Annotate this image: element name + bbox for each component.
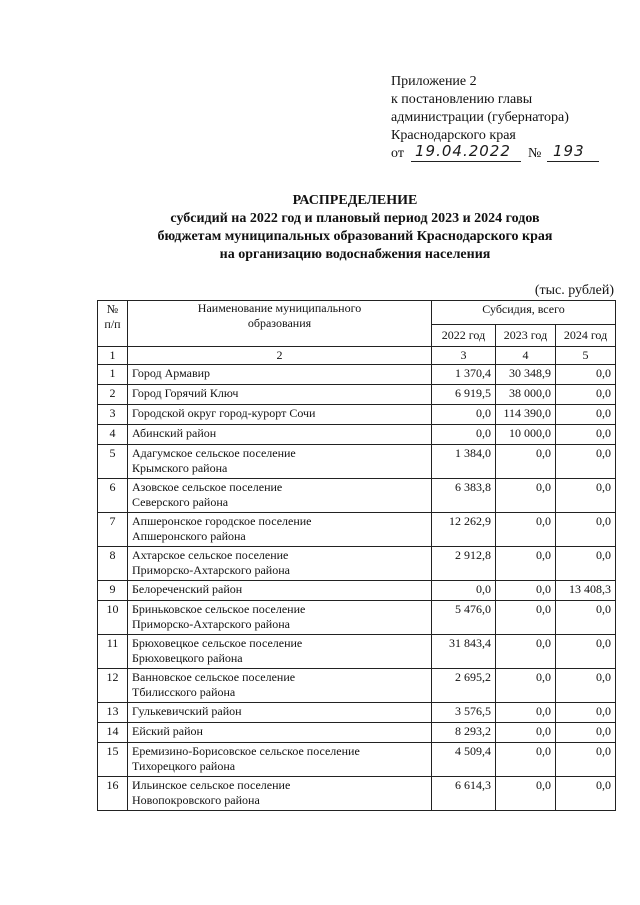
table-row — [98, 601, 616, 635]
table-row — [98, 445, 616, 479]
units-label: (тыс. рублей) — [534, 283, 614, 298]
value-2022: 31 843,4 — [432, 635, 496, 669]
table-row — [98, 547, 616, 581]
table-row — [98, 743, 616, 777]
value-2024: 0,0 — [556, 635, 616, 669]
value-2023: 0,0 — [496, 723, 556, 743]
handwritten-date: 19.04.2022 — [415, 142, 511, 160]
row-name-line-2: Приморско-Ахтарского района — [132, 617, 290, 631]
row-name-line-1: Город Армавир — [132, 366, 211, 380]
value-2022: 4 509,4 — [432, 743, 496, 777]
row-name-line-2: Новопокровского района — [132, 793, 260, 807]
table-row — [98, 723, 616, 743]
column-number: 3 — [432, 347, 496, 365]
row-number: 12 — [98, 669, 128, 703]
date-number-line — [391, 142, 631, 163]
row-name — [128, 669, 432, 703]
value-2022: 1 370,4 — [432, 365, 496, 385]
value-2023: 0,0 — [496, 547, 556, 581]
row-number: 16 — [98, 777, 128, 811]
value-2024: 0,0 — [556, 743, 616, 777]
row-name-line-1: Белореченский район — [132, 582, 243, 596]
table-row — [98, 365, 616, 385]
number-prefix: № — [528, 146, 542, 161]
row-name — [128, 405, 432, 425]
row-name — [128, 581, 432, 601]
value-2024: 0,0 — [556, 777, 616, 811]
row-name-line-1: Городской округ город-курорт Сочи — [132, 406, 316, 420]
appendix-line-1: Приложение 2 — [391, 74, 477, 89]
row-number: 1 — [98, 365, 128, 385]
title-line-4: на организацию водоснабжения населения — [219, 247, 491, 262]
row-number: 6 — [98, 479, 128, 513]
row-name-line-1: Брюховецкое сельское поселение — [132, 636, 303, 650]
row-name — [128, 743, 432, 777]
value-2023: 38 000,0 — [496, 385, 556, 405]
value-2022: 6 614,3 — [432, 777, 496, 811]
value-2023: 30 348,9 — [496, 365, 556, 385]
row-name-line-1: Ильинское сельское поселение — [132, 778, 291, 792]
row-number: 9 — [98, 581, 128, 601]
column-number-row — [98, 347, 616, 365]
value-2024: 0,0 — [556, 405, 616, 425]
title-line-2: субсидий на 2022 год и плановый период 2023 и 2024 годов — [170, 211, 540, 226]
table-row — [98, 703, 616, 723]
header-2022: 2022 год — [432, 325, 496, 347]
row-name — [128, 445, 432, 479]
value-2023: 0,0 — [496, 777, 556, 811]
row-name — [128, 723, 432, 743]
value-2022: 3 576,5 — [432, 703, 496, 723]
table-row — [98, 777, 616, 811]
value-2024: 13 408,3 — [556, 581, 616, 601]
row-name — [128, 425, 432, 445]
value-2022: 1 384,0 — [432, 445, 496, 479]
value-2023: 114 390,0 — [496, 405, 556, 425]
appendix-line-2: к постановлению главы — [391, 92, 533, 107]
value-2023: 0,0 — [496, 743, 556, 777]
value-2022: 0,0 — [432, 405, 496, 425]
value-2023: 0,0 — [496, 635, 556, 669]
value-2023: 0,0 — [496, 479, 556, 513]
row-number: 3 — [98, 405, 128, 425]
value-2024: 0,0 — [556, 601, 616, 635]
appendix-block — [391, 73, 631, 163]
column-number: 5 — [556, 347, 616, 365]
column-number: 1 — [98, 347, 128, 365]
date-underline — [411, 161, 521, 162]
row-name — [128, 703, 432, 723]
row-name — [128, 777, 432, 811]
row-name-line-2: Крымского района — [132, 461, 228, 475]
row-name-line-2: Апшеронского района — [132, 529, 246, 543]
table-row — [98, 635, 616, 669]
value-2024: 0,0 — [556, 669, 616, 703]
row-name-line-1: Город Горячий Ключ — [132, 386, 239, 400]
row-name-line-1: Апшеронское городское поселение — [132, 514, 312, 528]
row-name-line-1: Азовское сельское поселение — [132, 480, 283, 494]
row-name-line-1: Ахтарское сельское поселение — [132, 548, 289, 562]
number-underline — [547, 161, 599, 162]
row-name — [128, 365, 432, 385]
title-line-1: РАСПРЕДЕЛЕНИЕ — [292, 193, 418, 208]
value-2024: 0,0 — [556, 385, 616, 405]
value-2023: 10 000,0 — [496, 425, 556, 445]
row-number: 11 — [98, 635, 128, 669]
row-name-line-1: Ейский район — [132, 724, 203, 738]
row-number: 10 — [98, 601, 128, 635]
row-number: 15 — [98, 743, 128, 777]
table-row — [98, 405, 616, 425]
appendix-line-4: Краснодарского края — [391, 128, 516, 143]
column-number: 4 — [496, 347, 556, 365]
date-prefix: от — [391, 146, 404, 161]
table-row — [98, 513, 616, 547]
row-name-line-1: Ванновское сельское поселение — [132, 670, 296, 684]
table-row — [98, 385, 616, 405]
value-2022: 5 476,0 — [432, 601, 496, 635]
value-2024: 0,0 — [556, 479, 616, 513]
value-2022: 2 695,2 — [432, 669, 496, 703]
value-2024: 0,0 — [556, 723, 616, 743]
row-name-line-2: Северского района — [132, 495, 229, 509]
subsidy-table — [97, 300, 616, 811]
row-name-line-1: Адагумское сельское поселение — [132, 446, 296, 460]
value-2024: 0,0 — [556, 547, 616, 581]
row-name-line-2: Приморско-Ахтарского района — [132, 563, 290, 577]
row-number: 5 — [98, 445, 128, 479]
title-line-3: бюджетам муниципальных образований Краснодарского края — [157, 229, 553, 244]
row-name — [128, 547, 432, 581]
row-name-line-1: Гулькевичский район — [132, 704, 242, 718]
value-2022: 6 383,8 — [432, 479, 496, 513]
table-row — [98, 581, 616, 601]
value-2024: 0,0 — [556, 365, 616, 385]
row-name-line-1: Абинский район — [132, 426, 217, 440]
value-2023: 0,0 — [496, 513, 556, 547]
row-name — [128, 479, 432, 513]
table-body — [98, 365, 616, 811]
header-num: № п/п — [98, 301, 128, 347]
value-2024: 0,0 — [556, 703, 616, 723]
value-2022: 0,0 — [432, 425, 496, 445]
value-2022: 2 912,8 — [432, 547, 496, 581]
header-name: Наименование муниципального образования — [128, 301, 432, 347]
value-2022: 8 293,2 — [432, 723, 496, 743]
value-2023: 0,0 — [496, 581, 556, 601]
row-name-line-2: Тихорецкого района — [132, 759, 236, 773]
value-2023: 0,0 — [496, 703, 556, 723]
value-2022: 12 262,9 — [432, 513, 496, 547]
value-2024: 0,0 — [556, 445, 616, 479]
row-number: 2 — [98, 385, 128, 405]
value-2024: 0,0 — [556, 513, 616, 547]
row-name-line-2: Брюховецкого района — [132, 651, 243, 665]
table-row — [98, 425, 616, 445]
value-2023: 0,0 — [496, 669, 556, 703]
row-name — [128, 635, 432, 669]
handwritten-number: 193 — [553, 142, 585, 160]
column-number: 2 — [128, 347, 432, 365]
row-name-line-1: Еремизино-Борисовское сельское поселение — [132, 744, 360, 758]
row-name — [128, 601, 432, 635]
row-name — [128, 513, 432, 547]
row-number: 8 — [98, 547, 128, 581]
row-name-line-2: Тбилисского района — [132, 685, 236, 699]
table-row — [98, 479, 616, 513]
row-number: 14 — [98, 723, 128, 743]
row-name-line-1: Бриньковское сельское поселение — [132, 602, 306, 616]
value-2022: 6 919,5 — [432, 385, 496, 405]
document-title — [0, 192, 640, 264]
appendix-line-3: администрации (губернатора) — [391, 110, 569, 125]
value-2023: 0,0 — [496, 601, 556, 635]
row-number: 13 — [98, 703, 128, 723]
header-subsidy: Субсидия, всего — [432, 301, 616, 325]
row-name — [128, 385, 432, 405]
header-2024: 2024 год — [556, 325, 616, 347]
row-number: 4 — [98, 425, 128, 445]
value-2024: 0,0 — [556, 425, 616, 445]
table-row — [98, 669, 616, 703]
value-2023: 0,0 — [496, 445, 556, 479]
value-2022: 0,0 — [432, 581, 496, 601]
row-number: 7 — [98, 513, 128, 547]
header-2023: 2023 год — [496, 325, 556, 347]
